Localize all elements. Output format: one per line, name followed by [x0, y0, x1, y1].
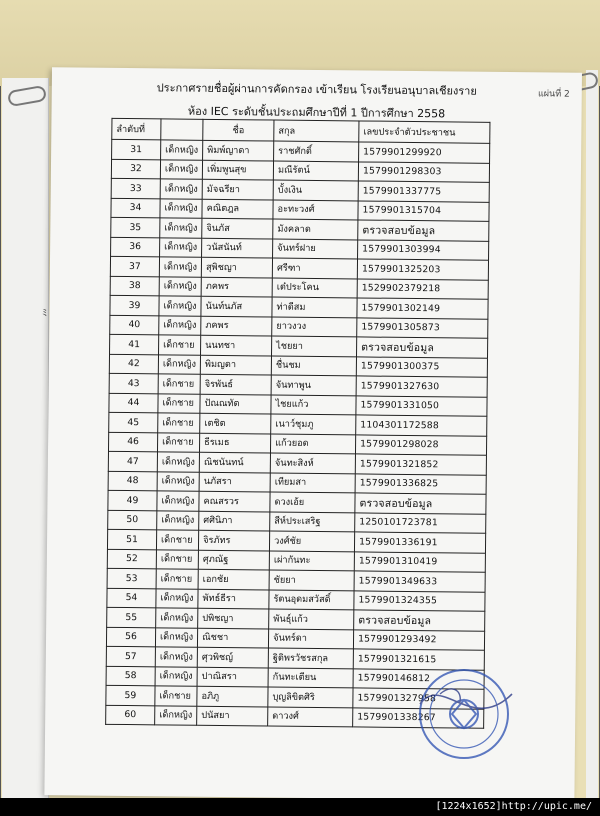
cell-first-name: คณิตฎล — [202, 199, 273, 219]
cell-order: 45 — [109, 412, 158, 432]
cell-title: เด็กชาย — [156, 549, 198, 569]
cell-order: 34 — [111, 198, 160, 218]
cell-title: เด็กหญิง — [160, 218, 202, 238]
cell-first-name: เอกชัย — [198, 569, 269, 589]
cell-id-number: 1579901338267 — [353, 707, 484, 728]
cell-title: เด็กชาย — [159, 335, 201, 355]
right-paper-sheet — [586, 70, 598, 800]
cell-order: 35 — [111, 217, 160, 237]
cell-id-number: 1579901315704 — [358, 200, 489, 221]
cell-first-name: พิมญดา — [200, 355, 271, 375]
cell-title: เด็กหญิง — [155, 647, 197, 667]
header-title — [161, 119, 203, 140]
cell-id-number: 1579901327630 — [356, 376, 487, 397]
cell-last-name: เต๋ประโคน — [272, 278, 357, 298]
cell-last-name: ท่าดีสม — [272, 297, 357, 317]
cell-title: เด็กหญิง — [157, 452, 199, 472]
cell-id-number: ตรวจสอบข้อมูล — [357, 337, 488, 358]
cell-order: 32 — [111, 159, 160, 179]
student-table — [105, 118, 490, 729]
cell-last-name: อะทะวงศ์ — [273, 200, 358, 220]
cell-first-name: นนทชา — [201, 335, 272, 355]
cell-id-number: 1579901300375 — [356, 356, 487, 377]
cell-order: 47 — [108, 451, 157, 471]
cell-last-name: เทียมสา — [270, 473, 355, 493]
cell-first-name: มัจฉรียา — [202, 179, 273, 199]
cell-id-number: 1579901298028 — [356, 434, 487, 455]
cell-first-name: ธีรเมธ — [200, 433, 271, 453]
cell-order: 43 — [109, 373, 158, 393]
cell-first-name: นันท์นภัส — [201, 296, 272, 316]
cell-last-name: พันธุ์แก้ว — [269, 609, 354, 629]
cell-first-name: เพิ่มพูนสุข — [202, 160, 273, 180]
cell-title: เด็กหญิง — [155, 627, 197, 647]
cell-id-number: 1529902379218 — [357, 278, 488, 299]
cell-title: เด็กหญิง — [157, 491, 199, 511]
cell-id-number: 1579901336825 — [355, 473, 486, 494]
cell-title: เด็กหญิง — [158, 354, 200, 374]
cell-id-number: 1579901303994 — [358, 239, 489, 260]
cell-last-name: ราชศักดิ์ — [274, 141, 359, 161]
cell-order: 60 — [106, 705, 155, 725]
cell-id-number: 1579901324355 — [354, 590, 485, 611]
cell-order: 58 — [106, 666, 155, 686]
cell-title: เด็กชาย — [157, 432, 199, 452]
cell-id-number: 1579901325203 — [357, 259, 488, 280]
cell-last-name: มณีรัตน์ — [273, 161, 358, 181]
cell-title: เด็กหญิง — [155, 666, 197, 686]
cell-title: เด็กหญิง — [155, 705, 197, 725]
cell-id-number: 1250101723781 — [355, 512, 486, 533]
cell-id-number: ตรวจสอบข้อมูล — [354, 610, 485, 631]
cell-first-name: ณิชนันทน์ — [199, 452, 270, 472]
cell-last-name: ไชยแก้ว — [271, 395, 356, 415]
cell-order: 33 — [111, 178, 160, 198]
cell-id-number: 1579901321852 — [355, 454, 486, 475]
cell-last-name: บั้งเงิน — [273, 180, 358, 200]
cell-order: 36 — [111, 237, 160, 257]
cell-first-name: สุพิชญา — [201, 257, 272, 277]
cell-order: 46 — [108, 432, 157, 452]
cell-last-name: วงศ์ชัย — [270, 531, 355, 551]
cell-first-name: ศุภณัฐ — [198, 550, 269, 570]
cell-title: เด็กหญิง — [160, 237, 202, 257]
cell-first-name: วนัสนันท์ — [202, 238, 273, 258]
cell-first-name: จิรพันธ์ — [200, 374, 271, 394]
cell-order: 57 — [106, 646, 155, 666]
cell-order: 31 — [112, 139, 161, 159]
header-id-number: เลขประจำตัวประชาชน — [359, 121, 490, 143]
cell-title: เด็กหญิง — [159, 315, 201, 335]
cell-title: เด็กชาย — [158, 413, 200, 433]
header-order: ลำดับที่ — [112, 118, 161, 140]
cell-id-number: 1579901310419 — [354, 551, 485, 572]
cell-order: 54 — [107, 588, 156, 608]
cell-first-name: อภิภู — [197, 686, 268, 706]
cell-title: เด็กหญิง — [161, 140, 203, 160]
cell-last-name: รัตนอุดมสวัสดิ์ — [269, 590, 354, 610]
cell-last-name: ชัยยา — [269, 570, 354, 590]
cell-title: เด็กหญิง — [157, 471, 199, 491]
cell-last-name: แก้วยอด — [271, 434, 356, 454]
cell-id-number: 1579901336191 — [355, 532, 486, 553]
cell-first-name: ปัณณทัต — [200, 394, 271, 414]
cell-title: เด็กหญิง — [160, 159, 202, 179]
cell-order: 50 — [108, 510, 157, 530]
cell-last-name: ดวงเอ้ย — [270, 492, 355, 512]
cell-title: เด็กชาย — [158, 374, 200, 394]
cell-id-number: ตรวจสอบข้อมูล — [355, 493, 486, 514]
page-number: แผ่นที่ 2 — [537, 89, 570, 100]
cell-id-number: 1579901299920 — [359, 142, 490, 163]
cell-last-name: ชื่นชม — [271, 356, 356, 376]
cell-first-name: คณสรวร — [199, 491, 270, 511]
cell-title: เด็กหญิง — [160, 179, 202, 199]
cell-first-name: ปพิชญา — [198, 608, 269, 628]
cell-order: 44 — [109, 393, 158, 413]
cell-order: 53 — [107, 568, 156, 588]
cell-title: เด็กหญิง — [157, 510, 199, 530]
cell-last-name: บุญลิขิตศิริ — [268, 687, 353, 707]
cell-id-number: 1579901321615 — [353, 649, 484, 670]
table-body — [106, 139, 490, 728]
pencil-mark: ﾐ — [42, 308, 47, 319]
cell-first-name: จิรภัทร — [199, 530, 270, 550]
cell-title: เด็กชาย — [158, 393, 200, 413]
document-title: ประกาศรายชื่อผู้ผ่านการคัดกรอง เข้าเรียน โรงเรียนอนุบาลเชียงราย — [156, 81, 477, 98]
cell-last-name: เผ่ากันทะ — [269, 551, 354, 571]
header-first-name: ชื่อ — [203, 119, 274, 141]
school-seal-stamp — [412, 664, 522, 764]
cell-last-name: ดาวงศ์ — [268, 707, 353, 727]
cell-order: 39 — [110, 295, 159, 315]
cell-first-name: ศุวพิชญ์ — [197, 647, 268, 667]
cell-id-number: 1579901293492 — [353, 629, 484, 650]
cell-first-name: ปาณิสรา — [197, 667, 268, 687]
cell-last-name: ศรีฑา — [272, 258, 357, 278]
cell-id-number: 1579901349633 — [354, 571, 485, 592]
cell-last-name: จันทร์ฝาย — [273, 239, 358, 259]
cell-id-number: 1579901302149 — [357, 298, 488, 319]
cell-last-name: จันทาพูน — [271, 375, 356, 395]
cell-title: เด็กชาย — [156, 530, 198, 550]
cell-title: เด็กชาย — [155, 686, 197, 706]
cell-order: 51 — [107, 529, 156, 549]
watermark-text: [1224x1652]http://upic.me/ — [435, 801, 592, 812]
cell-id-number: 157990146812 — [353, 668, 484, 689]
cell-title: เด็กหญิง — [159, 257, 201, 277]
cell-order: 48 — [108, 471, 157, 491]
cell-order: 55 — [107, 607, 156, 627]
cell-first-name: เตชิต — [200, 413, 271, 433]
cell-title: เด็กหญิง — [156, 608, 198, 628]
cell-first-name: นภัสรา — [199, 472, 270, 492]
cell-first-name: พิมพ์ญาดา — [203, 140, 274, 160]
cell-title: เด็กหญิง — [159, 276, 201, 296]
cell-first-name: ศศินิภา — [199, 511, 270, 531]
cell-id-number: 1579901327958 — [353, 688, 484, 709]
cell-first-name: ปนัสยา — [197, 706, 268, 726]
cell-last-name: ฐิติพรวัชรสกุล — [268, 648, 353, 668]
cell-id-number: 1579901305873 — [357, 317, 488, 338]
cell-first-name: พัทธ์ธีรา — [198, 589, 269, 609]
cell-first-name: ณิชชา — [197, 628, 268, 648]
cell-title: เด็กหญิง — [159, 296, 201, 316]
cell-id-number: 1579901298303 — [358, 161, 489, 182]
cell-order: 41 — [110, 334, 159, 354]
cell-last-name: จันทะสิงห์ — [270, 453, 355, 473]
cell-order: 40 — [110, 315, 159, 335]
cell-order: 37 — [110, 256, 159, 276]
cell-id-number: ตรวจสอบข้อมูล — [358, 220, 489, 241]
cell-title: เด็กหญิง — [160, 198, 202, 218]
cell-order: 42 — [109, 354, 158, 374]
cell-order: 59 — [106, 685, 155, 705]
document-subtitle: ห้อง IEC ระดับชั้นประถมศึกษาปีที่ 1 ปีการศึกษา 2558 — [187, 104, 446, 121]
cell-id-number: 1579901337775 — [358, 181, 489, 202]
cell-title: เด็กหญิง — [156, 588, 198, 608]
cell-title: เด็กชาย — [156, 569, 198, 589]
cell-order: 38 — [110, 276, 159, 296]
cell-last-name: มังคลาด — [273, 219, 358, 239]
cell-order: 52 — [107, 549, 156, 569]
cell-last-name: ยาวงวง — [272, 317, 357, 337]
header-last-name: สกุล — [274, 120, 359, 142]
cell-order: 56 — [106, 627, 155, 647]
cell-last-name: จันทร์ดา — [268, 629, 353, 649]
cell-last-name: สีห์ประเสริฐ — [270, 512, 355, 532]
cell-last-name: ไชยยา — [272, 336, 357, 356]
cell-id-number: 1104301172588 — [356, 415, 487, 436]
left-paper-sheet — [2, 78, 49, 798]
cell-last-name: กันทะเตียน — [268, 668, 353, 688]
cell-first-name: จินภัส — [202, 218, 273, 238]
cell-order: 49 — [108, 490, 157, 510]
cell-first-name: ภคพร — [201, 277, 272, 297]
cell-id-number: 1579901331050 — [356, 395, 487, 416]
cell-last-name: เนาว์ชุมภู — [271, 414, 356, 434]
cell-first-name: ภคพร — [201, 316, 272, 336]
